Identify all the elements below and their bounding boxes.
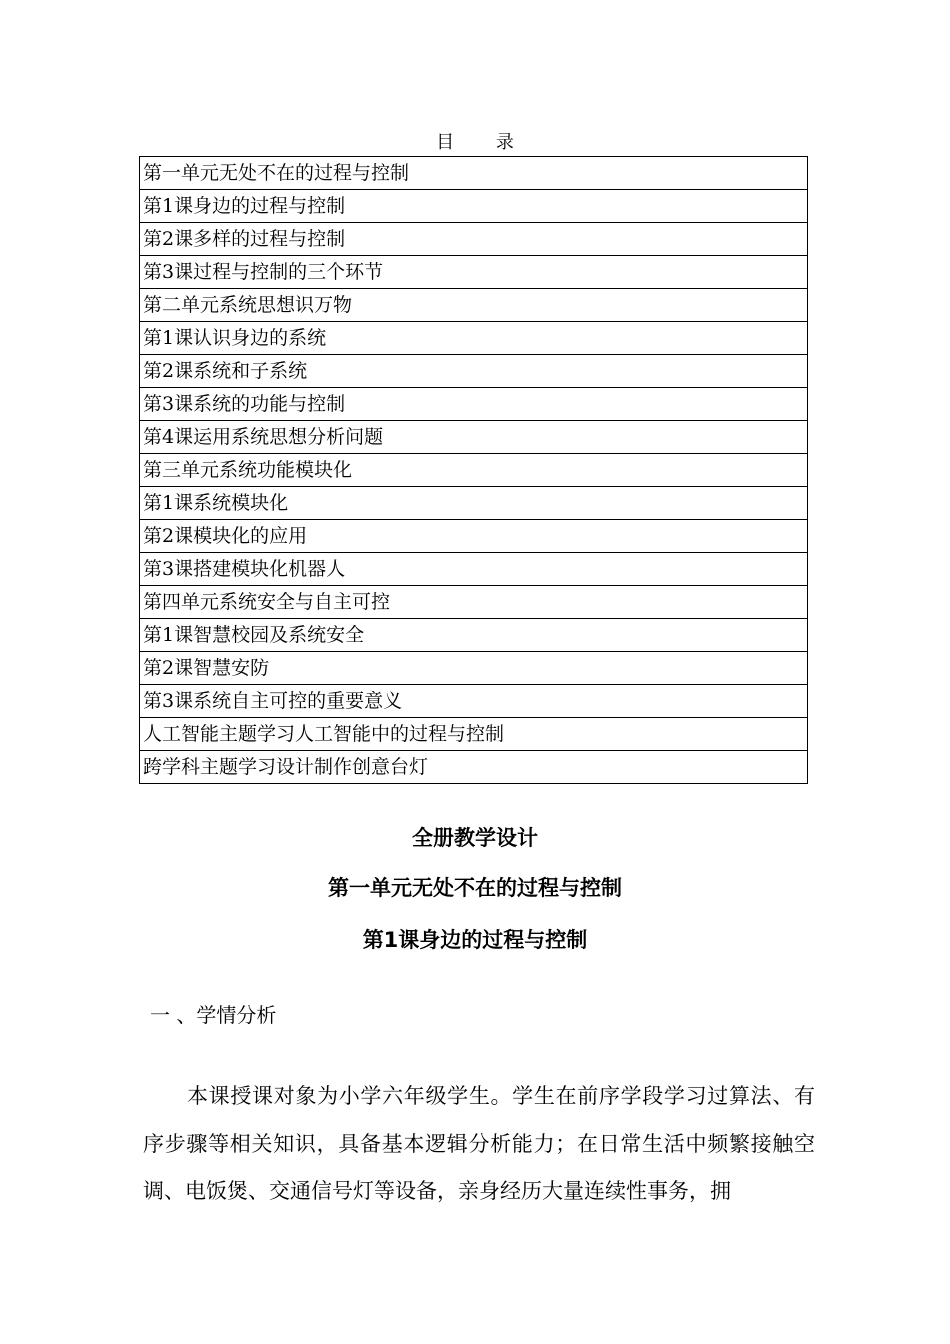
toc-item: 第一单元无处不在的过程与控制: [140, 157, 808, 190]
toc-row: [140, 256, 808, 289]
toc-item: 人工智能主题学习人工智能中的过程与控制: [140, 718, 808, 751]
toc-row: [140, 685, 808, 718]
toc-row: [140, 619, 808, 652]
toc-item: 第2课智慧安防: [140, 652, 808, 685]
toc-item: 第4课运用系统思想分析问题: [140, 421, 808, 454]
toc-row: [140, 190, 808, 223]
toc-title: 目 录: [436, 132, 532, 153]
toc-row: [140, 586, 808, 619]
toc-item: 第2课多样的过程与控制: [140, 223, 808, 256]
book-heading: 全册教学设计: [412, 826, 538, 850]
toc-row: [140, 355, 808, 388]
toc-row: [140, 322, 808, 355]
toc-item: 第3课过程与控制的三个环节: [140, 256, 808, 289]
toc-row: [140, 751, 808, 784]
toc-item: 第3课搭建模块化机器人: [140, 553, 808, 586]
toc-row: [140, 553, 808, 586]
toc-item: 第二单元系统思想识万物: [140, 289, 808, 322]
toc-item: 第1课智慧校园及系统安全: [140, 619, 808, 652]
toc-item: 第1课系统模块化: [140, 487, 808, 520]
toc-item: 第3课系统的功能与控制: [140, 388, 808, 421]
body-paragraph: 本课授课对象为小学六年级学生。学生在前序学段学习过算法、有序步骤等相关知识，具备基本逻辑分析能力；在日常生活中频繁接触空调、电饭煲、交通信号灯等设备，亲身经历大量连续性事务，拥: [143, 1084, 815, 1203]
toc-row: [140, 388, 808, 421]
toc-item: 跨学科主题学习设计制作创意台灯: [140, 751, 808, 784]
toc-row: [140, 652, 808, 685]
toc-item: 第3课系统自主可控的重要意义: [140, 685, 808, 718]
toc-row: [140, 520, 808, 553]
toc-row: [140, 718, 808, 751]
toc-row: [140, 421, 808, 454]
toc-item: 第2课模块化的应用: [140, 520, 808, 553]
toc-row: [140, 157, 808, 190]
section-title: 一 、学情分析: [150, 1003, 277, 1027]
toc-row: [140, 454, 808, 487]
unit-heading: 第一单元无处不在的过程与控制: [328, 876, 622, 900]
toc-row: [140, 289, 808, 322]
toc-table: [139, 156, 808, 784]
toc-row: [140, 223, 808, 256]
toc-item: 第1课认识身边的系统: [140, 322, 808, 355]
toc-item: 第三单元系统功能模块化: [140, 454, 808, 487]
toc-item: 第2课系统和子系统: [140, 355, 808, 388]
toc-row: [140, 487, 808, 520]
toc-item: 第1课身边的过程与控制: [140, 190, 808, 223]
lesson-heading: 第1课身边的过程与控制: [362, 928, 588, 952]
toc-item: 第四单元系统安全与自主可控: [140, 586, 808, 619]
